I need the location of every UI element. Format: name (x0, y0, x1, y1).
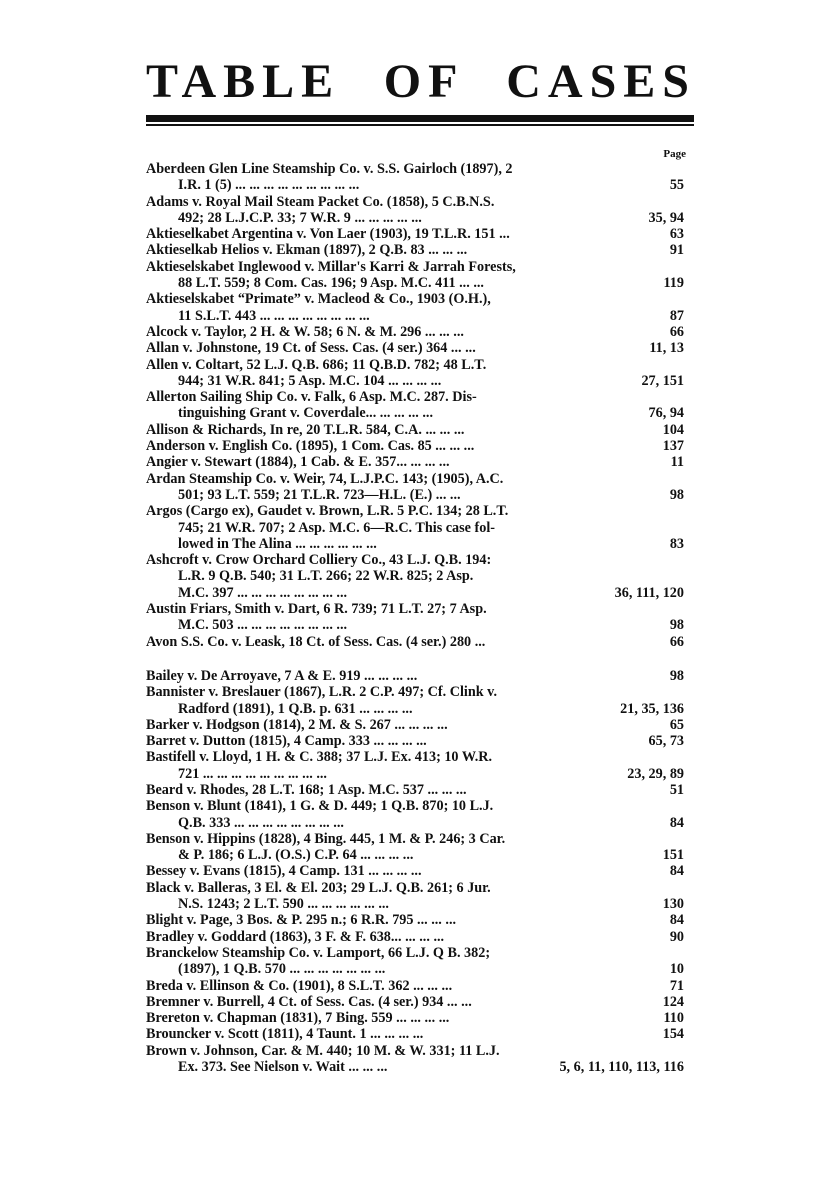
case-page-reference: 23, 29, 89 (623, 766, 684, 782)
case-page-reference: 21, 35, 136 (616, 701, 684, 717)
case-entry (146, 749, 694, 782)
case-page-reference: 87 (666, 308, 684, 324)
case-page-reference: 76, 94 (645, 405, 684, 421)
case-entry (146, 291, 694, 324)
case-page-reference: 63 (666, 226, 684, 242)
case-entry (146, 389, 694, 422)
section-a (146, 161, 694, 650)
case-entry (146, 471, 694, 504)
case-page-reference: 83 (666, 536, 684, 552)
case-page-reference: 66 (666, 634, 684, 650)
case-entry-line: (1897), 1 Q.B. 570 ... ... ... ... ... ... ... (178, 961, 386, 978)
case-entry-line: Black v. Balleras, 3 El. & El. 203; 29 L.J. Q.B. 261; 6 Jur. (146, 879, 491, 896)
case-entry (146, 422, 694, 438)
case-page-reference: 36, 111, 120 (611, 585, 684, 601)
case-entry-line: N.S. 1243; 2 L.T. 590 ... ... ... ... ... ... (178, 896, 389, 913)
case-page-reference: 71 (666, 978, 684, 994)
case-entry-line: Bailey v. De Arroyave, 7 A & E. 919 ... ... ... ... (146, 667, 418, 684)
case-entry (146, 357, 694, 390)
case-entry-line: Aktieselkab Helios v. Ekman (1897), 2 Q.B. 83 ... ... ... (146, 242, 468, 259)
case-entry (146, 863, 694, 879)
case-entry-line: Branckelow Steamship Co. v. Lamport, 66 L.J. Q B. 382; (146, 944, 491, 961)
case-entry-line: Angier v. Stewart (1884), 1 Cab. & E. 357... ... ... ... (146, 454, 450, 471)
case-entry (146, 340, 694, 356)
case-page-reference: 27, 151 (637, 373, 684, 389)
case-entry-line: 745; 21 W.R. 707; 2 Asp. M.C. 6—R.C. This case fol- (178, 519, 495, 536)
case-entry (146, 1010, 694, 1026)
case-entry (146, 1043, 694, 1076)
case-entry-line: Bremner v. Burrell, 4 Ct. of Sess. Cas. (4 ser.) 934 ... ... (146, 993, 472, 1010)
case-entry-line: Allerton Sailing Ship Co. v. Falk, 6 Asp. M.C. 287. Dis- (146, 389, 477, 406)
case-entry-line: Anderson v. English Co. (1895), 1 Com. Cas. 85 ... ... ... (146, 438, 475, 455)
case-entry (146, 601, 694, 634)
case-page-reference: 91 (666, 242, 684, 258)
case-entry-line: Ex. 373. See Nielson v. Wait ... ... ... (178, 1059, 388, 1076)
case-page-reference: 55 (666, 177, 684, 193)
section-b (146, 668, 694, 1075)
case-entry-line: lowed in The Alina ... ... ... ... ... ... (178, 535, 377, 552)
case-entry-line: Adams v. Royal Mail Steam Packet Co. (1858), 5 C.B.N.S. (146, 193, 495, 210)
case-entry-line: Argos (Cargo ex), Gaudet v. Brown, L.R. 5 P.C. 134; 28 L.T. (146, 503, 509, 520)
case-entry-line: Allen v. Coltart, 52 L.J. Q.B. 686; 11 Q.B.D. 782; 48 L.T. (146, 356, 487, 373)
case-entry (146, 259, 694, 292)
case-page-reference: 98 (666, 617, 684, 633)
case-page-reference: 65, 73 (645, 733, 684, 749)
case-page-reference: 154 (659, 1026, 684, 1042)
case-entry (146, 454, 694, 470)
case-entry (146, 798, 694, 831)
case-entry (146, 684, 694, 717)
case-page-reference: 104 (659, 422, 684, 438)
case-entry-line: Brouncker v. Scott (1811), 4 Taunt. 1 ... ... ... ... (146, 1026, 424, 1043)
case-entry-line: Blight v. Page, 3 Bos. & P. 295 n.; 6 R.R. 795 ... ... ... (146, 912, 457, 929)
case-entry-line: Ardan Steamship Co. v. Weir, 74, L.J.P.C. 143; (1905), A.C. (146, 470, 504, 487)
case-entry (146, 912, 694, 928)
case-entry-line: 721 ... ... ... ... ... ... ... ... ... (178, 765, 327, 782)
case-entry-line: Radford (1891), 1 Q.B. p. 631 ... ... ... ... (178, 700, 413, 717)
case-page-reference: 84 (666, 912, 684, 928)
case-entry-line: Benson v. Hippins (1828), 4 Bing. 445, 1 M. & P. 246; 3 Car. (146, 830, 506, 847)
case-entry-line: Aktieselkabet Argentina v. Von Laer (1903), 19 T.L.R. 151 ... (146, 226, 510, 243)
case-entry-line: 11 S.L.T. 443 ... ... ... ... ... ... ... ... (178, 307, 370, 324)
case-entry (146, 929, 694, 945)
page-title: TABLE OF CASES (146, 55, 696, 108)
case-entry-line: Bannister v. Breslauer (1867), L.R. 2 C.P. 497; Cf. Clink v. (146, 684, 498, 701)
case-entry-line: tinguishing Grant v. Coverdale... ... ... ... ... (178, 405, 434, 422)
case-entry-line: Brown v. Johnson, Car. & M. 440; 10 M. & W. 331; 11 L.J. (146, 1042, 500, 1059)
case-page-reference: 11 (667, 454, 684, 470)
case-entry-line: Alcock v. Taylor, 2 H. & W. 58; 6 N. & M. 296 ... ... ... (146, 323, 464, 340)
case-page-reference: 35, 94 (645, 210, 684, 226)
case-entry (146, 1026, 694, 1042)
case-page-reference: 65 (666, 717, 684, 733)
case-page-reference: 119 (660, 275, 685, 291)
case-entry-line: Aktieselskabet Inglewood v. Millar's Karri & Jarrah Forests, (146, 258, 516, 275)
case-entry (146, 994, 694, 1010)
case-entry-line: 944; 31 W.R. 841; 5 Asp. M.C. 104 ... ... ... ... (178, 372, 442, 389)
case-page-reference: 137 (659, 438, 684, 454)
case-entry (146, 945, 694, 978)
case-page-reference: 90 (666, 929, 684, 945)
case-entry-line: Aberdeen Glen Line Steamship Co. v. S.S. Gairloch (1897), 2 (146, 161, 513, 177)
case-entry (146, 668, 694, 684)
case-entry (146, 880, 694, 913)
case-page-reference: 5, 6, 11, 110, 113, 116 (555, 1059, 684, 1075)
case-page-reference: 11, 13 (645, 340, 684, 356)
case-page-reference: 84 (666, 815, 684, 831)
case-page-reference: 10 (666, 961, 684, 977)
case-entry-line: Avon S.S. Co. v. Leask, 18 Ct. of Sess. Cas. (4 ser.) 280 ... (146, 633, 486, 650)
case-entry (146, 831, 694, 864)
case-entry-line: Barker v. Hodgson (1814), 2 M. & S. 267 ... ... ... ... (146, 716, 448, 733)
case-entry-line: L.R. 9 Q.B. 540; 31 L.T. 266; 22 W.R. 825; 2 Asp. (178, 568, 474, 585)
case-entry (146, 978, 694, 994)
case-entry-line: Allan v. Johnstone, 19 Ct. of Sess. Cas. (4 ser.) 364 ... ... (146, 340, 476, 357)
case-entry-line: 492; 28 L.J.C.P. 33; 7 W.R. 9 ... ... ... ... ... (178, 209, 422, 226)
case-entry (146, 733, 694, 749)
case-page-reference: 124 (659, 994, 684, 1010)
case-entry-line: Ashcroft v. Crow Orchard Colliery Co., 43 L.J. Q.B. 194: (146, 552, 492, 569)
case-entry (146, 194, 694, 227)
case-entry-line: Barret v. Dutton (1815), 4 Camp. 333 ... ... ... ... (146, 733, 427, 750)
case-entry (146, 717, 694, 733)
case-entry-line: M.C. 397 ... ... ... ... ... ... ... ... (178, 584, 348, 601)
case-entry-line: M.C. 503 ... ... ... ... ... ... ... ... (178, 617, 348, 634)
case-entry (146, 634, 694, 650)
case-entry-line: Beard v. Rhodes, 28 L.T. 168; 1 Asp. M.C. 537 ... ... ... (146, 781, 467, 798)
case-page-reference: 98 (666, 668, 684, 684)
case-entry-line: 88 L.T. 559; 8 Com. Cas. 196; 9 Asp. M.C. 411 ... ... (178, 275, 484, 292)
case-entry-line: Aktieselskabet “Primate” v. Macleod & Co., 1903 (O.H.), (146, 291, 491, 308)
page-column-heading: Page (663, 148, 686, 160)
case-entry (146, 226, 694, 242)
case-entry (146, 438, 694, 454)
case-page-reference: 151 (659, 847, 684, 863)
title-rule-thick (146, 115, 694, 122)
case-entry-line: Benson v. Blunt (1841), 1 G. & D. 449; 1 Q.B. 870; 10 L.J. (146, 798, 494, 815)
case-page-reference: 98 (666, 487, 684, 503)
case-entry-line: Bradley v. Goddard (1863), 3 F. & F. 638... ... ... ... (146, 928, 445, 945)
case-entry (146, 324, 694, 340)
case-entry (146, 552, 694, 601)
case-entry-line: Bessey v. Evans (1815), 4 Camp. 131 ... ... ... ... (146, 863, 422, 880)
case-page-reference: 110 (660, 1010, 685, 1026)
case-entry (146, 161, 694, 194)
case-entry (146, 242, 694, 258)
case-entry-line: Bastifell v. Lloyd, 1 H. & C. 388; 37 L.J. Ex. 413; 10 W.R. (146, 749, 493, 766)
case-entry (146, 782, 694, 798)
case-entry-line: Brereton v. Chapman (1831), 7 Bing. 559 ... ... ... ... (146, 1010, 450, 1027)
case-entry-line: & P. 186; 6 L.J. (O.S.) C.P. 64 ... ... ... ... (178, 847, 414, 864)
case-list (146, 161, 694, 1075)
title-rule-thin (146, 124, 694, 126)
case-page-reference: 66 (666, 324, 684, 340)
case-entry-line: Q.B. 333 ... ... ... ... ... ... ... ... (178, 814, 344, 831)
case-entry-line: 501; 93 L.T. 559; 21 T.L.R. 723—H.L. (E.) ... ... (178, 486, 461, 503)
case-entry-line: Austin Friars, Smith v. Dart, 6 R. 739; 71 L.T. 27; 7 Asp. (146, 601, 487, 618)
case-entry-line: Allison & Richards, In re, 20 T.L.R. 584, C.A. ... ... ... (146, 421, 465, 438)
case-page-reference: 130 (659, 896, 684, 912)
case-entry (146, 503, 694, 552)
case-page-reference: 84 (666, 863, 684, 879)
case-entry-line: I.R. 1 (5) ... ... ... ... ... ... ... ... ... (178, 177, 360, 194)
case-page-reference: 51 (666, 782, 684, 798)
case-entry-line: Breda v. Ellinson & Co. (1901), 8 S.L.T. 362 ... ... ... (146, 977, 453, 994)
